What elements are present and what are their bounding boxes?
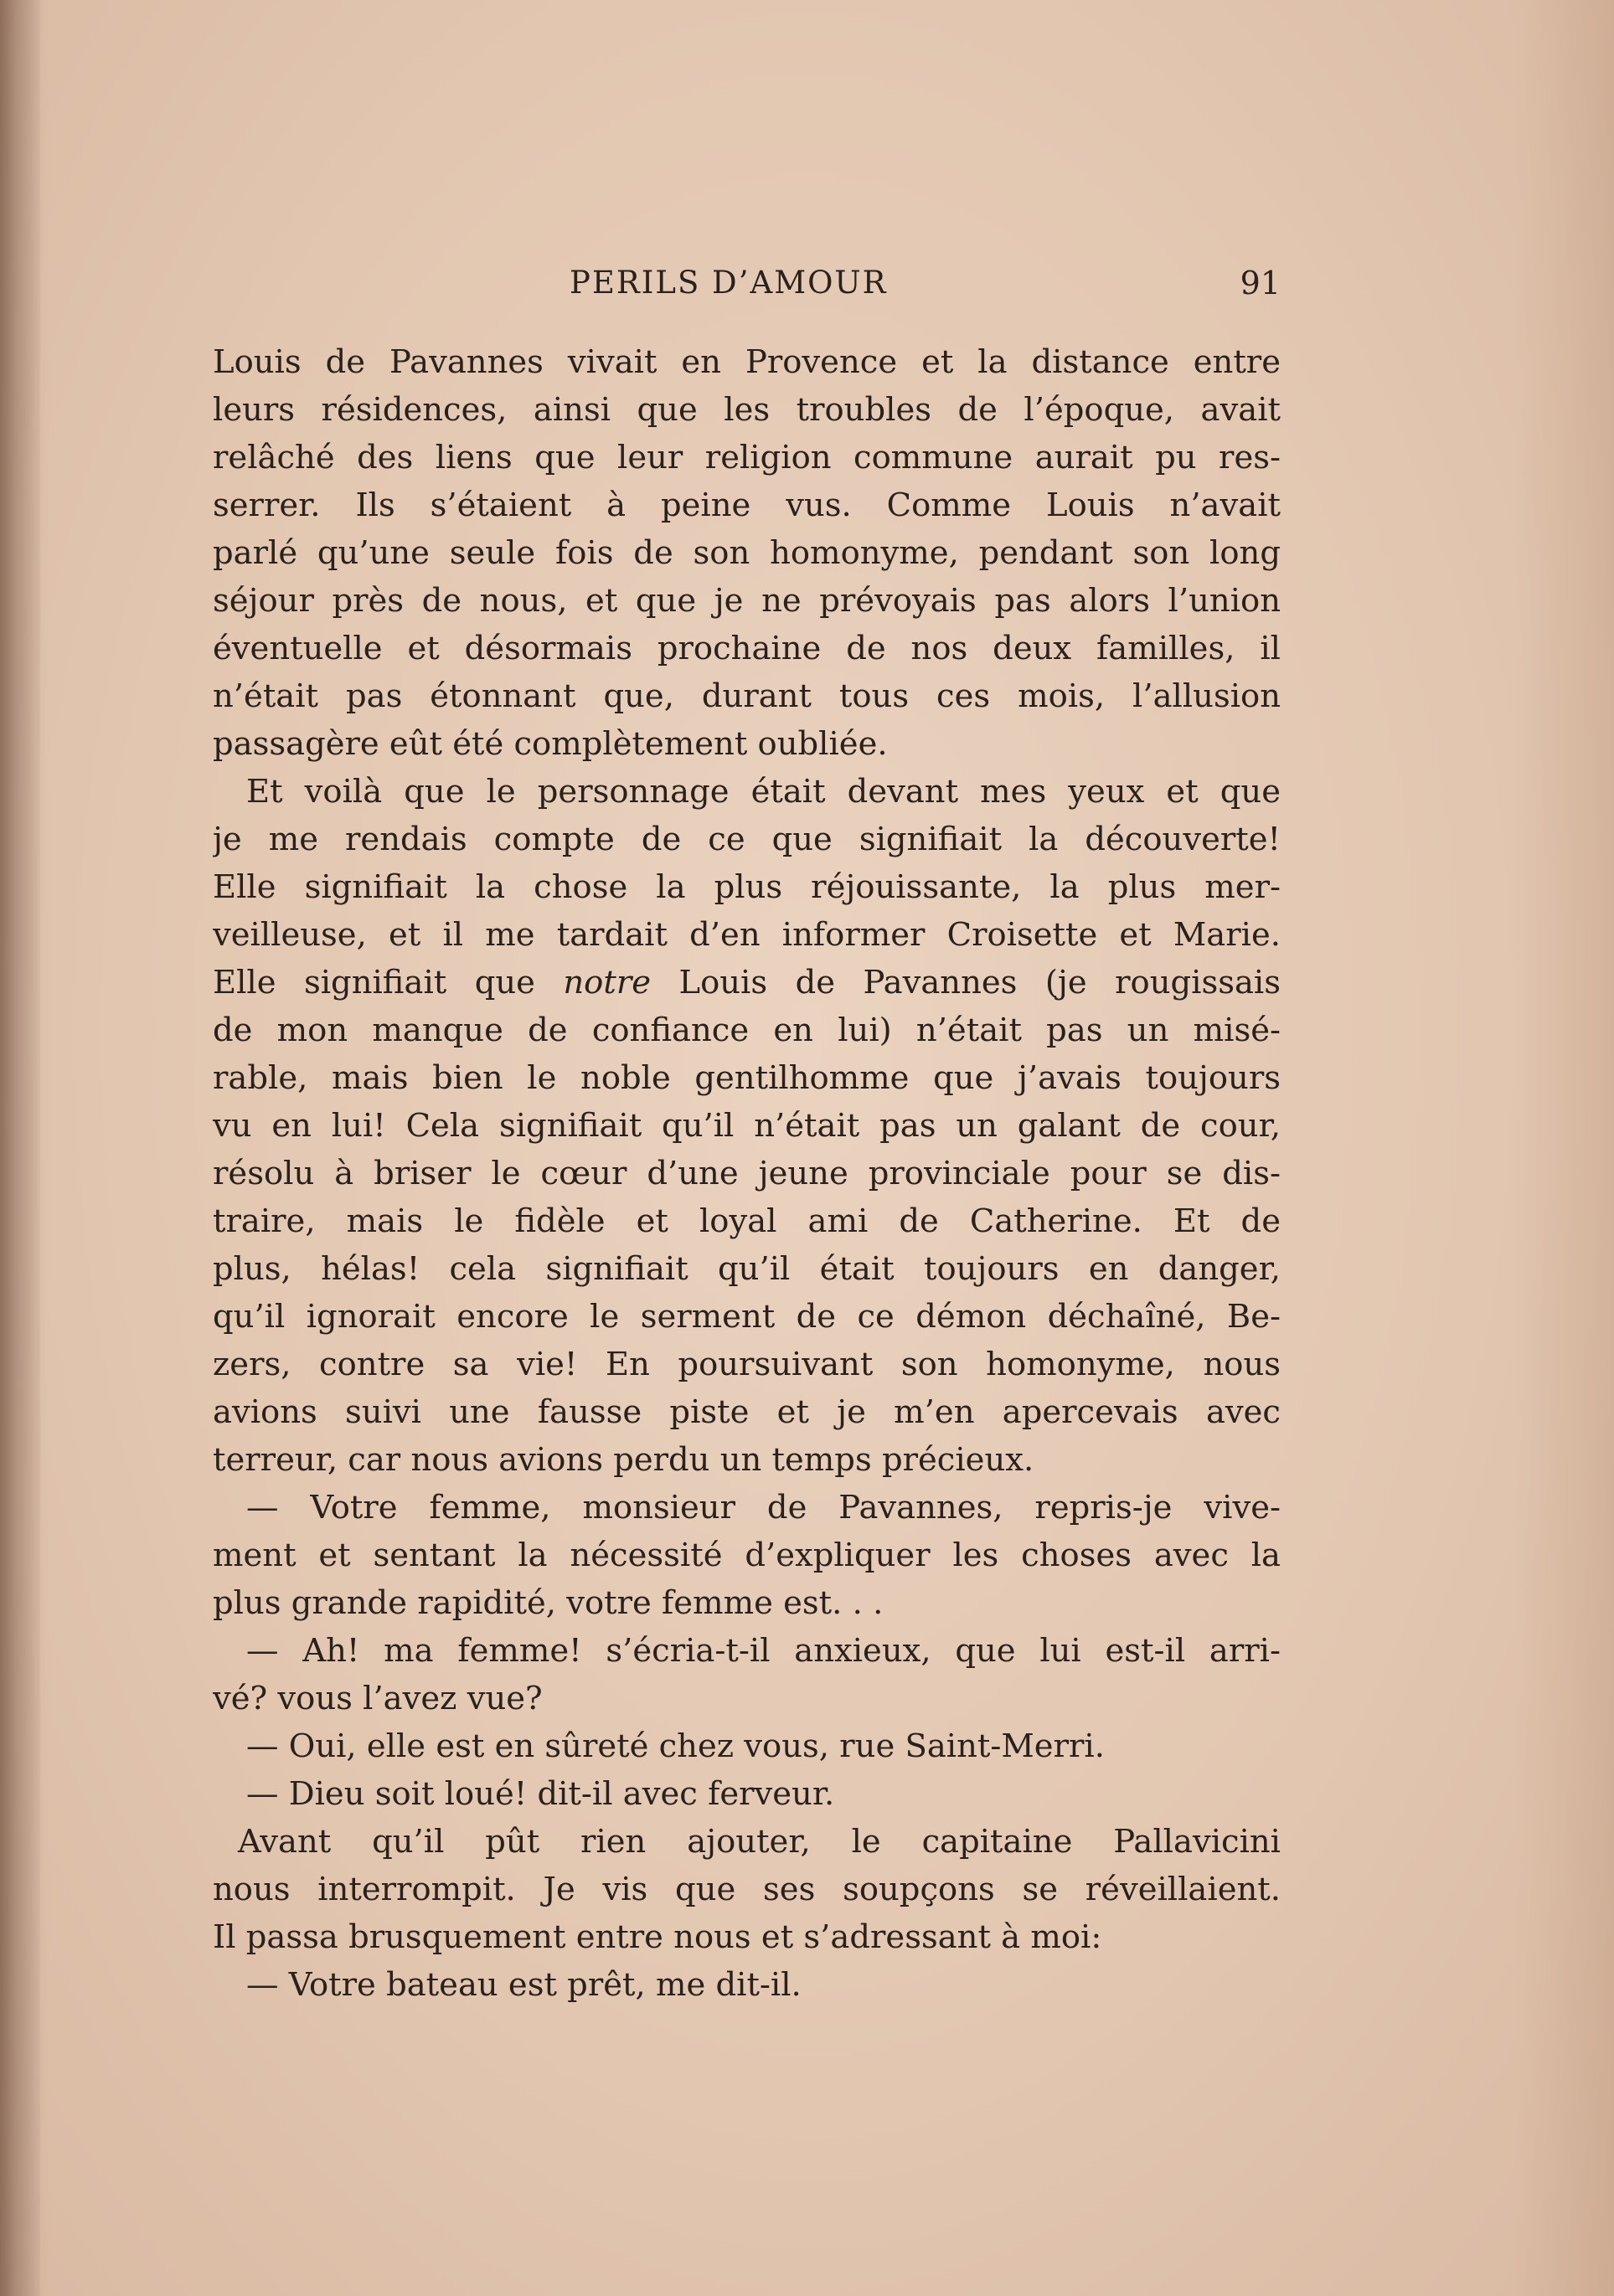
text-line: Elle signifiait la chose la plus réjouissante, la plus mer- [213,868,1281,906]
text-line: Avant qu’il pût rien ajouter, le capitaine Pallavicini [238,1823,1281,1861]
text-segment: Louis de Pavannes (je rougissais [651,964,1281,1001]
text-line: serrer. Ils s’étaient à peine vus. Comme Louis n’avait [213,486,1281,524]
italic-word: notre [563,964,652,1001]
text-line: plus, hélas! cela signifiait qu’il était toujours en danger, [213,1250,1281,1288]
text-line: vé? vous l’avez vue? [213,1680,543,1717]
text-line: — Votre femme, monsieur de Pavannes, repris-je vive- [246,1489,1281,1526]
text-line: je me rendais compte de ce que signifiait la découverte! [213,821,1281,858]
text-line: rable, mais bien le noble gentilhomme que j’avais toujours [213,1059,1281,1097]
page-number: 91 [1240,265,1281,301]
text-line: plus grande rapidité, votre femme est. . . [213,1584,884,1622]
text-line: relâché des liens que leur religion commune aurait pu res- [213,439,1281,476]
text-line: Et voilà que le personnage était devant mes yeux et que [246,773,1281,811]
text-line: zers, contre sa vie! En poursuivant son homonyme, nous [213,1346,1281,1383]
text-line [213,959,1281,1006]
text-line: passagère eût été complètement oubliée. [213,725,888,763]
page-header [213,261,1281,305]
text-line: terreur, car nous avions perdu un temps précieux. [213,1441,1034,1479]
text-line: avions suivi une fausse piste et je m’en apercevais avec [213,1393,1281,1431]
text-line: — Dieu soit loué! dit-il avec ferveur. [246,1775,835,1813]
text-line: vu en lui! Cela signifiait qu’il n’était pas un galant de cour, [213,1107,1281,1145]
text-line: de mon manque de confiance en lui) n’était pas un misé- [213,1012,1281,1049]
text-line: qu’il ignorait encore le serment de ce démon déchaîné, Be- [213,1298,1281,1336]
running-title: PERILS D’AMOUR [570,265,888,301]
text-line: leurs résidences, ainsi que les troubles de l’époque, avait [213,391,1281,429]
text-line: — Ah! ma femme! s’écria-t-il anxieux, que lui est-il arri- [246,1632,1281,1670]
text-line: séjour près de nous, et que je ne prévoyais pas alors l’union [213,582,1281,620]
text-line: — Votre bateau est prêt, me dit-il. [246,1966,802,2004]
text-segment: Elle signifiait que [213,964,564,1001]
text-line: parlé qu’une seule fois de son homonyme, pendant son long [213,534,1281,572]
text-line: nous interrompit. Je vis que ses soupçons se réveillaient. [213,1871,1281,1908]
text-line: éventuelle et désormais prochaine de nos deux familles, il [213,630,1281,667]
text-line: veilleuse, et il me tardait d’en informer Croisette et Marie. [213,916,1281,954]
text-line: n’était pas étonnant que, durant tous ces mois, l’allusion [213,677,1281,715]
text-line: ment et sentant la nécessité d’expliquer les choses avec la [213,1537,1281,1574]
text-line: — Oui, elle est en sûreté chez vous, rue Saint-Merri. [246,1727,1105,1765]
body-text [213,338,1281,2009]
text-line: résolu à briser le cœur d’une jeune provinciale pour se dis- [213,1155,1281,1192]
page-spine-shadow [0,0,40,2296]
text-line: Louis de Pavannes vivait en Provence et la distance entre [213,343,1281,381]
text-line: traire, mais le fidèle et loyal ami de Catherine. Et de [213,1202,1281,1240]
text-line: Il passa brusquement entre nous et s’adressant à moi: [213,1918,1102,1956]
